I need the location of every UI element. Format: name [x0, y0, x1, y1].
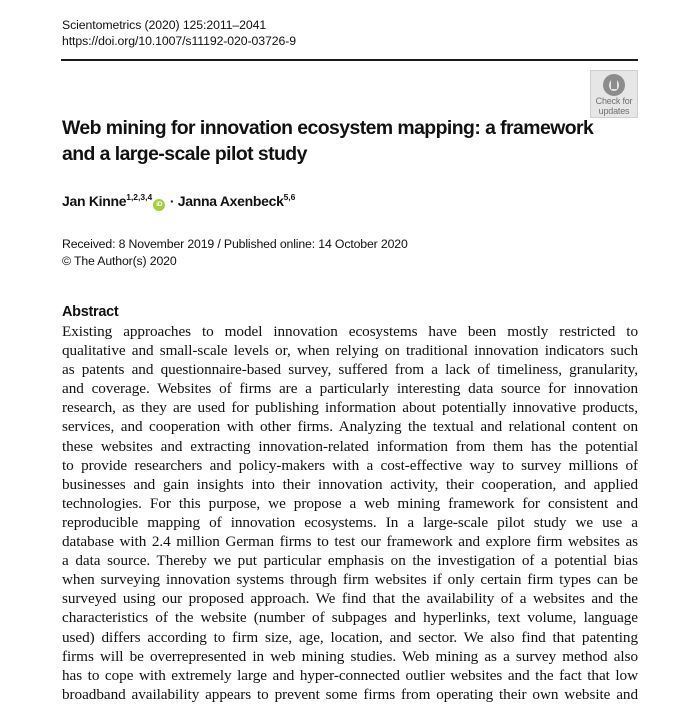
- abstract-line: broadband availability appears to prevent some firms from operating their own website and: [62, 685, 638, 703]
- author-separator: ·: [169, 193, 175, 209]
- abstract-line: qualitative and small-scale levels or, when relying on traditional innovation indicators such: [62, 342, 638, 360]
- abstract-body: [62, 322, 638, 704]
- abstract-heading: Abstract: [62, 304, 119, 320]
- orcid-icon[interactable]: iD: [153, 199, 165, 211]
- author-affiliations: 5,6: [283, 192, 296, 202]
- abstract-line: reproducible mapping of innovation ecosystems. In a large-scale pilot study we use a: [62, 513, 638, 531]
- abstract-line: characteristics of the website (number of subpages and hyperlinks, text volume, language: [62, 609, 638, 627]
- abstract-line: these websites and extracting innovation-related information from them has the potential: [62, 437, 638, 455]
- abstract-line: services, and cooperation with other firms. Analyzing the textual and relational content on: [62, 418, 638, 436]
- abstract-line: as patents and questionnaire-based survey, suffered from a lack of timeliness, granularity,: [62, 361, 638, 379]
- header-rule: [61, 59, 638, 61]
- journal-citation: Scientometrics (2020) 125:2011–2041: [62, 18, 267, 32]
- copyright-notice: © The Author(s) 2020: [62, 253, 177, 268]
- abstract-line: used) differs according to firm size, age, location, and sector. We also find that patenting: [62, 628, 638, 646]
- abstract-line: a data source. Thereby we put particular emphasis on the investigation of a potential bias: [62, 552, 638, 570]
- check-for-updates-badge[interactable]: [590, 70, 638, 118]
- author-affiliations: 1,2,3,4: [126, 192, 153, 202]
- badge-label-line2: updates: [598, 106, 630, 116]
- author-name[interactable]: Jan Kinne: [62, 193, 127, 209]
- crossmark-icon: [603, 74, 625, 96]
- badge-label-line1: Check for: [595, 96, 633, 106]
- publication-dates: Received: 8 November 2019 / Published online: 14 October 2020: [62, 237, 408, 251]
- doi-link[interactable]: https://doi.org/10.1007/s11192-020-03726-9: [62, 34, 296, 48]
- abstract-line: businesses and gain insights into their innovation activity, their cooperation, and applied: [62, 475, 638, 493]
- abstract-section: [62, 303, 638, 704]
- author-name[interactable]: Janna Axenbeck: [177, 193, 284, 209]
- abstract-line: technologies. For this purpose, we propose a web mining framework for consistent and: [62, 494, 638, 512]
- abstract-line: when surveying innovation systems through firm websites if only certain firm types can be: [62, 571, 638, 589]
- abstract-line: database with 2.4 million German firms to test our framework and explore firm websites as: [62, 533, 638, 551]
- abstract-line: surveyed using our proposed approach. We find that the availability of a websites and the: [62, 590, 638, 608]
- article-title: Web mining for innovation ecosystem mapping: a framework and a large-scale pilot study: [62, 117, 594, 165]
- abstract-line: research, as they are used for publishing information about potentially innovative products,: [62, 399, 638, 417]
- abstract-line: has to cope with extremely large and hyper-connected outlier websites and the fact that low: [62, 666, 638, 684]
- publication-info: [62, 236, 408, 269]
- abstract-line: to provide researchers and policy-makers with a cost-effective way to survey millions of: [62, 456, 638, 474]
- author-list: [62, 192, 295, 211]
- abstract-line: and coverage. Websites of firms are a particularly interesting data source for innovation: [62, 380, 638, 398]
- abstract-line: firms will be overrepresented in web mining studies. Web mining as a survey method also: [62, 647, 638, 665]
- abstract-line: Existing approaches to model innovation ecosystems have been mostly restricted to: [62, 323, 638, 340]
- journal-header: [62, 17, 296, 49]
